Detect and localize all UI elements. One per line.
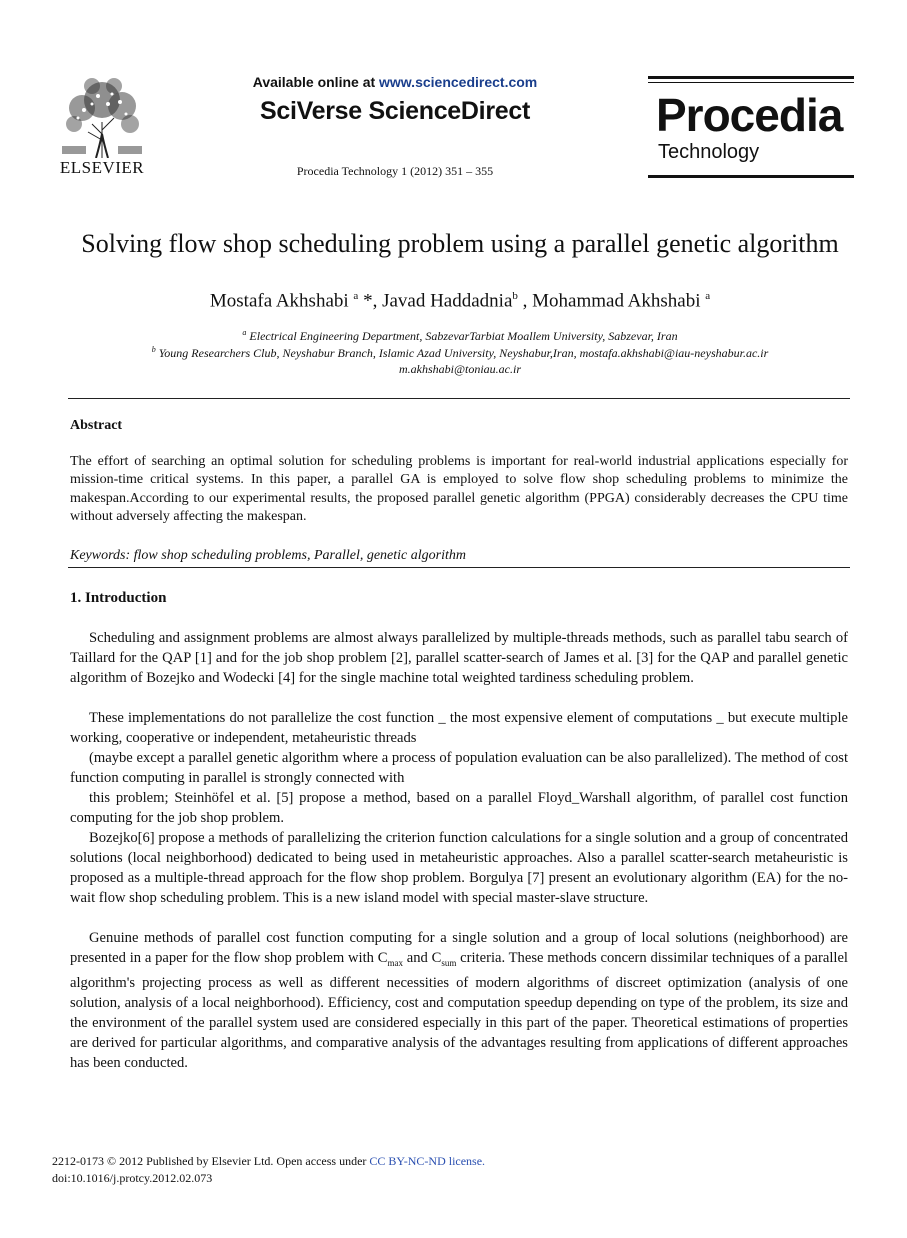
author-name: Mohammad Akhshabi (532, 290, 706, 312)
paragraph: These implementations do not parallelize the cost function _ the most expensive element of computations _ but execute multiple working, cooperative or independent, metaheuristic threads (70, 710, 848, 746)
abstract-heading: Abstract (70, 418, 123, 433)
paragraph: Bozejko[6] propose a methods of parallelizing the criterion function calculations for a single solution and a group of concentrated solutions (local neighborhood) dedicated to being used in metaheuristic approaches. Also a parallel scatter-search metaheuristic is proposed as a multiple-thread approach for the flow shop problem. Borgulya [7] present an evolutionary algorithm (EA) for the no-wait flow shop scheduling problem. This is a new island model with special master-slave structure. (70, 830, 848, 906)
author-separator: *, (358, 290, 383, 312)
paragraph: Scheduling and assignment problems are almost always parallelized by multiple-threads methods, such as parallel tabu search of Taillard for the QAP [1] and for the job shop problem [2], parallel scatter-search of James et al. [3] for the QAP and parallel genetic algorithm of Bozejko and Wodecki [4] for the single machine total weighted tardiness scheduling problem. (70, 630, 848, 686)
author-separator: , (517, 290, 533, 312)
platform-name: SciVerse ScienceDirect (260, 97, 530, 125)
availability-prefix: Available online at (252, 74, 380, 90)
affil-mark: a (242, 328, 247, 337)
author-affil-mark: a (353, 290, 359, 302)
author-email: m.akhshabi@toniau.ac.ir (398, 362, 522, 376)
author-name: Mostafa Akhshabi (209, 290, 354, 312)
keywords: Keywords: flow shop scheduling problems, Parallel, genetic algorithm (70, 548, 466, 563)
license-link[interactable]: CC BY-NC-ND license. (369, 1154, 486, 1168)
affil-mark: b (151, 345, 156, 354)
copyright-text: 2212-0173 © 2012 Published by Elsevier Ltd. Open access under (52, 1154, 370, 1168)
section-heading: 1. Introduction (70, 590, 167, 606)
paragraph: (maybe except a parallel genetic algorithm where a process of population evaluation can be also parallelized). The method of cost function computing in parallel is strongly connected with (70, 750, 848, 786)
procedia-logo (648, 76, 854, 178)
author-affil-mark: a (705, 290, 711, 302)
publisher-name: ELSEVIER (59, 158, 145, 177)
affiliation-text: Young Researchers Club, Neyshabur Branch, Islamic Azad University, Neyshabur,Iran, mostafa.akhshabi@iau-neyshabur.ac.ir (155, 346, 769, 360)
paragraph-text: Genuine methods of parallel cost function computing for a single solution and a group of local solutions (neighborhood) are presented in a paper for the flow shop problem with C (70, 930, 848, 966)
paragraph: this problem; Steinhöfel et al. [5] propose a method, based on a parallel Floyd_Warshall algorithm, of parallel cost function computing for the job shop problem. (70, 790, 848, 826)
affiliation-a (60, 328, 860, 344)
journal-subtitle: Technology (658, 141, 760, 163)
logo-rule-top (648, 76, 854, 79)
abstract-text: The effort of searching an optimal solution for scheduling problems is important for real-world industrial applications especially for mission-time critical systems. In this paper, a parallel GA is employed to solve flow shop scheduling problems to minimize the makespan.According to our experimental results, the proposed parallel genetic algorithm (PPGA) considerably decreases the CPU time without adversely affecting the makespan. (70, 454, 848, 524)
subscript: max (387, 957, 403, 968)
affiliation-b (60, 345, 860, 361)
sciencedirect-link[interactable]: www.sciencedirect.com (379, 74, 538, 90)
journal-citation: Procedia Technology 1 (2012) 351 – 355 (296, 164, 494, 178)
divider (68, 567, 850, 568)
doi: doi:10.1016/j.protcy.2012.02.073 (52, 1171, 213, 1185)
author-name: Javad Haddadnia (382, 290, 513, 312)
paragraph-text: criteria. These methods concern dissimilar techniques of a parallel algorithm's projecting process as well as different necessities of modern algorithms of discreet optimization (analysis of one solution, analysis of a local neighborhood). Efficiency, cost and computation speedup depending on type of the problem, its size and the environment of the parallel system used are considered especially in this part of the paper. Theoretical estimations of properties are derived for particular algorithms, and comparative analysis of the advantages resulting from applications of different approaches has been conducted. (70, 950, 848, 1071)
paragraph (70, 928, 848, 1073)
journal-name: Procedia (656, 89, 843, 141)
paragraph-text: and C (402, 950, 442, 966)
divider (68, 398, 850, 399)
logo-rule-bottom (648, 175, 854, 178)
copyright-line (52, 1154, 485, 1169)
affiliation-text: Electrical Engineering Department, SabzevarTarbiat Moallem University, Sabzevar, Iran (246, 329, 678, 343)
paper-title: Solving flow shop scheduling problem using a parallel genetic algorithm (81, 229, 839, 258)
availability-line (200, 74, 590, 90)
subscript: sum (441, 957, 457, 968)
logo-rule-top-thin (648, 82, 854, 83)
author-affil-mark: b (512, 290, 518, 302)
author-list (60, 290, 860, 312)
